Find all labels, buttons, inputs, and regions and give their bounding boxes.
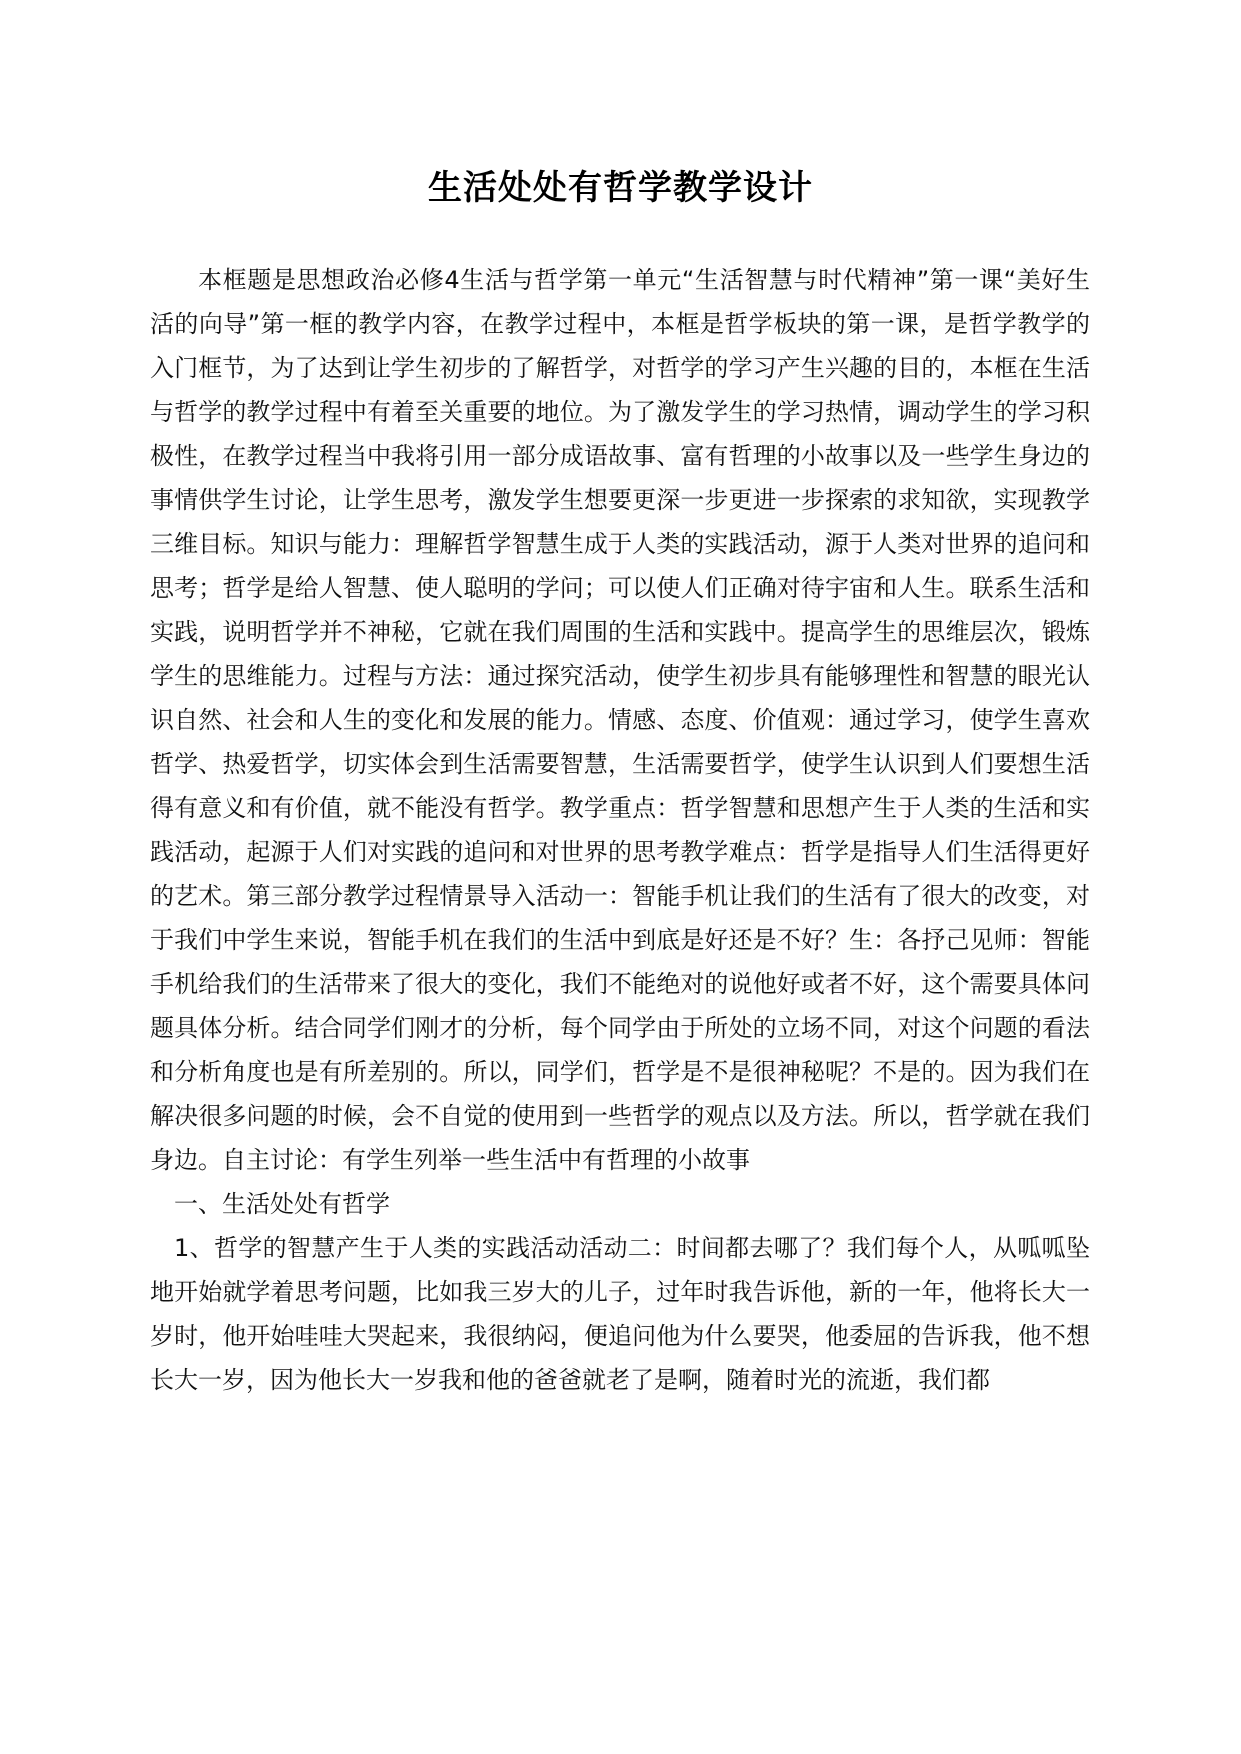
document-body [150, 258, 1090, 1402]
body-paragraph-intro: 本框题是思想政治必修4生活与哲学第一单元“生活智慧与时代精神”第一课“美好生活的向导”第一框的教学内容，在教学过程中，本框是哲学板块的第一课，是哲学教学的入门框节，为了达到让学生初步的了解哲学，对哲学的学习产生兴趣的目的，本框在生活与哲学的教学过程中有着至关重要的地位。为了激发学生的学习热情，调动学生的学习积极性，在教学过程当中我将引用一部分成语故事、富有哲理的小故事以及一些学生身边的事情供学生讨论，让学生思考，激发学生想要更深一步更进一步探索的求知欲，实现教学三维目标。知识与能力：理解哲学智慧生成于人类的实践活动，源于人类对世界的追问和思考；哲学是给人智慧、使人聪明的学问；可以使人们正确对待宇宙和人生。联系生活和实践，说明哲学并不神秘，它就在我们周围的生活和实践中。提高学生的思维层次，锻炼学生的思维能力。过程与方法：通过探究活动，使学生初步具有能够理性和智慧的眼光认识自然、社会和人生的变化和发展的能力。情感、态度、价值观：通过学习，使学生喜欢哲学、热爱哲学，切实体会到生活需要智慧，生活需要哲学，使学生认识到人们要想生活得有意义和有价值，就不能没有哲学。教学重点：哲学智慧和思想产生于人类的生活和实践活动，起源于人们对实践的追问和对世界的思考教学难点：哲学是指导人们生活得更好的艺术。第三部分教学过程情景导入活动一：智能手机让我们的生活有了很大的改变，对于我们中学生来说，智能手机在我们的生活中到底是好还是不好？生：各抒己见师：智能手机给我们的生活带来了很大的变化，我们不能绝对的说他好或者不好，这个需要具体问题具体分析。结合同学们刚才的分析，每个同学由于所处的立场不同，对这个问题的看法和分析角度也是有所差别的。所以，同学们，哲学是不是很神秘呢？不是的。因为我们在解决很多问题的时候，会不自觉的使用到一些哲学的观点以及方法。所以，哲学就在我们身边。自主讨论：有学生列举一些生活中有哲理的小故事 [150, 266, 1090, 1174]
document-title: 生活处处有哲学教学设计 [428, 168, 813, 208]
body-paragraph-subsection: 1、哲学的智慧产生于人类的实践活动活动二：时间都去哪了？我们每个人，从呱呱坠地开始就学着思考问题，比如我三岁大的儿子，过年时我告诉他，新的一年，他将长大一岁时，他开始哇哇大哭起来，我很纳闷，便追问他为什么要哭，他委屈的告诉我，他不想长大一岁，因为他长大一岁我和他的爸爸就老了是啊，随着时光的流逝，我们都 [150, 1234, 1090, 1394]
section-heading: 一、生活处处有哲学 [174, 1190, 390, 1218]
